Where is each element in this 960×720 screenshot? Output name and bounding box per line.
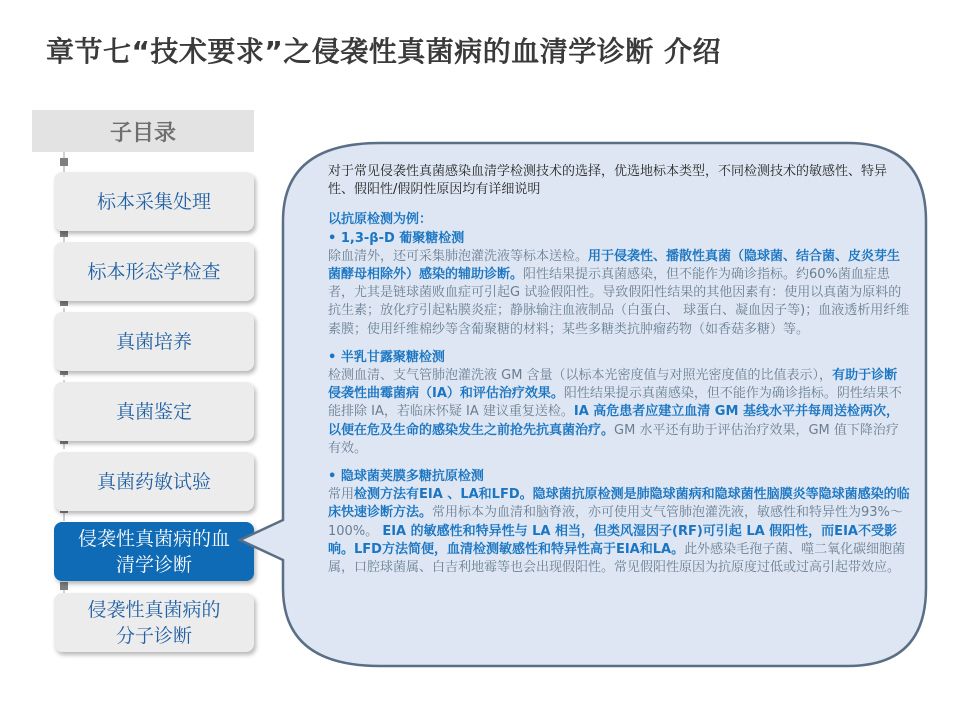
section-body [328,367,910,458]
text-segment: 阳性结果提示真菌感染，但不能作为确诊指标。约60%菌血症患者，尤其是链球菌败血症可引起G 试验假阳性。导致假阳性结果的其他因素有：使用以真菌为原料的抗生素；放化疗引起粘膜炎症；静脉输注血液制品（白蛋白、 球蛋白、凝血因子等)；血液透析用纤维素膜；使用纤维棉纱等含葡聚糖的材料；某些多糖类抗肿瘤药物（如香菇多糖）等。 [328,267,910,337]
section-cryptococcal-antigen [328,468,910,577]
toc-header: 子目录 [32,110,254,152]
section-body [328,248,910,339]
toc-item-label-line2: 清学诊断 [115,553,192,576]
toc-item-label: 真菌鉴定 [115,400,192,423]
text-segment-bold: 检测方法有EIA 、LA和LFD。隐球菌抗原检测是肺隐球菌病和隐球菌性脑膜炎等隐球菌感染的临床快速诊断方法。 [328,487,910,521]
text-segment-bold: EIA 的敏感性和特异性与 LA 相当，但类风湿因子(RF)可引起 LA 假阳性，而EIA不受影响。LFD方法简便，血清检测敏感性和特异性高于EIA和LA。 [328,523,897,557]
intro-text: 对于常见侵袭性真菌感染血清学检测技术的选择，优选地标本类型，不同检测技术的敏感性、特异性、假阳性/假阴性原因均有详细说明 [328,164,888,198]
text-segment: 检测血清、支气管肺泡灌洗液 GM 含量（以标本光密度值与对照光密度值的比值表示）， [328,368,833,384]
content-panel [328,163,910,577]
page-title: 章节七“技术要求”之侵袭性真菌病的血清学诊断 介绍 [46,35,722,68]
text-segment-bold: IA 高危患者应建立血清 GM 基线水平并每周送检两次，以便在危及生命的感染发生之前抢先抗真菌治疗。 [328,404,899,438]
toc-item-label: 标本形态学检查 [87,260,221,283]
section-body [328,486,910,577]
toc-item-label-line1: 侵袭性真菌病的血 [77,527,230,550]
toc-item-label-line1: 侵袭性真菌病的 [87,598,221,621]
section-heading: • 隐球菌荚膜多糖抗原检测 [328,469,484,485]
text-segment: GM 水平还有助于评估治疗效果，GM 值下降治疗有效。 [328,422,899,456]
text-segment-bold: 用于侵袭性、播散性真菌（隐球菌、结合菌、皮炎芽生菌酵母相除外）感染的辅助诊断。 [328,248,901,283]
text-segment: 常用 [328,487,355,503]
example-heading: 以抗原检测为例： [328,212,433,228]
section-heading: • 1,3-β-D 葡聚糖检测 [328,230,465,246]
section-heading: • 半乳甘露聚糖检测 [328,349,445,365]
toc-item-label: 真菌药敏试验 [96,470,211,493]
text-segment: 除血清外，还可采集肺泡灌洗液等标本送检。 [328,248,589,264]
text-segment: 常用标本为血清和脑脊液，亦可使用支气管肺泡灌洗液，敏感性和特异性为93%～100%。 [328,505,903,539]
text-segment: 此外感染毛孢子菌、噬二氧化碳细胞菌属，口腔球菌属、白吉利地霉等也会出现假阳性。常见假阳性原因为抗原度过低或过高引起带效应。 [328,541,906,576]
text-segment: 阳性结果提示真菌感染，但不能作为确诊指标。阴性结果不能排除 IA，若临床怀疑 IA 建议重复送检。 [328,386,902,420]
toc-item-label: 真菌培养 [115,330,192,353]
toc-item-label-line2: 分子诊断 [115,624,192,647]
toc-item-label: 标本采集处理 [96,190,211,213]
section-glucan [328,230,910,339]
text-segment-bold: 有助于诊断侵袭性曲霉菌病（IA）和评估治疗效果。 [328,368,898,402]
section-galactomannan [328,349,910,458]
